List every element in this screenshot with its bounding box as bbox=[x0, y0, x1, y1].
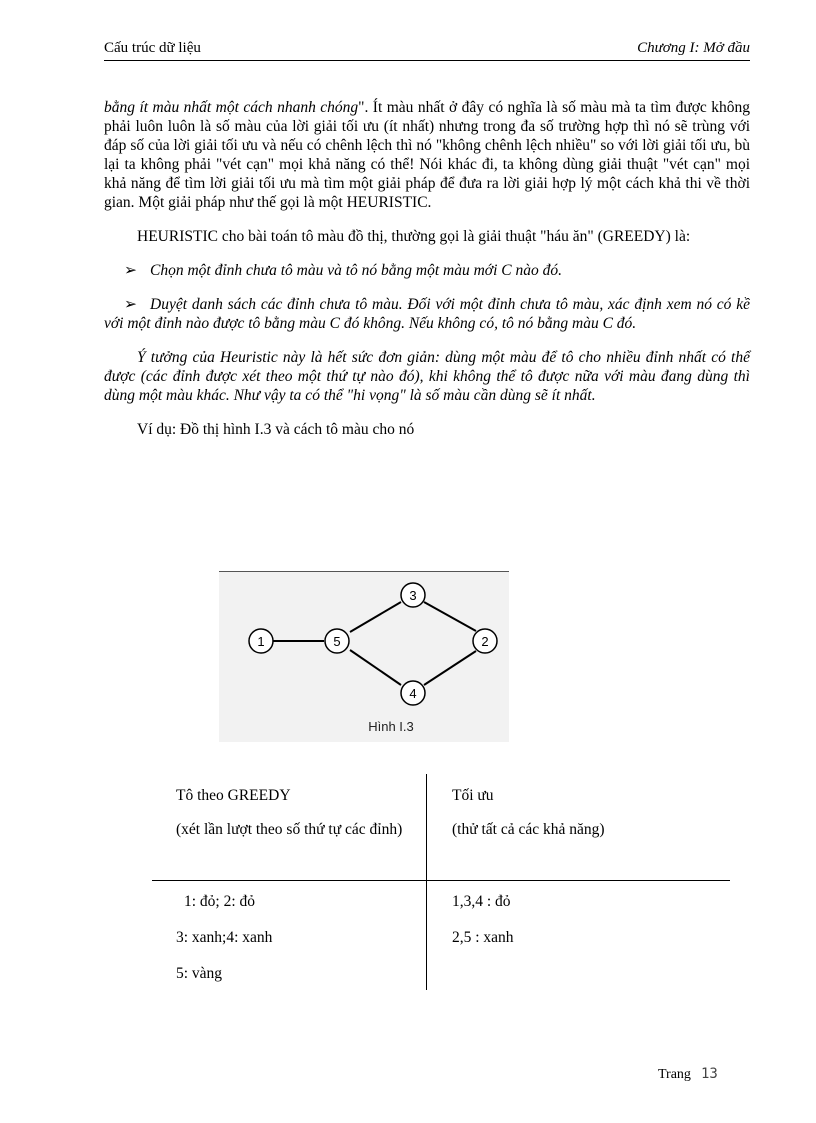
header-chapter: Chương I: Mở đầu bbox=[637, 40, 750, 56]
paragraph-example: Ví dụ: Đồ thị hình I.3 và cách tô màu cho nó bbox=[137, 421, 415, 438]
node-label-4: 4 bbox=[409, 686, 417, 701]
paragraph-heuristic: HEURISTIC cho bài toán tô màu đồ thị, thường gọi là giải thuật "háu ăn" (GREEDY) là: bbox=[137, 228, 691, 245]
node-label-5: 5 bbox=[333, 634, 341, 649]
table-divider-horizontal bbox=[152, 880, 730, 881]
arrow-bullet-icon: ➢ bbox=[124, 262, 137, 279]
paragraph-intro bbox=[104, 98, 750, 212]
page-number: 13 bbox=[700, 1066, 718, 1082]
edge-5-4 bbox=[350, 650, 401, 685]
bullet-item-1 bbox=[104, 261, 750, 280]
table-divider-vertical bbox=[426, 774, 427, 990]
table-row: 1: đỏ; 2: đỏ bbox=[184, 893, 256, 910]
header-title: Cấu trúc dữ liệu bbox=[104, 40, 201, 56]
table-row: 1,3,4 : đỏ bbox=[452, 893, 511, 910]
bullet-item-2 bbox=[104, 295, 750, 333]
optimal-header: Tối ưu bbox=[452, 787, 494, 804]
greedy-subheader: (xét lần lượt theo số thứ tự các đỉnh) bbox=[176, 821, 403, 838]
paragraph-idea: Ý tưởng của Heuristic này là hết sức đơn giản: dùng một màu để tô cho nhiều đỉnh nhất có thể được (các đỉnh được xét theo một thứ tự nào đó), khi không thể tô được nữa với màu đang dùng thì dùng một màu khác. Như vậy ta có thể "hi vọng" là số màu cần dùng sẽ ít nhất. bbox=[104, 349, 750, 404]
node-label-3: 3 bbox=[409, 588, 417, 603]
optimal-subheader: (thử tất cả các khả năng) bbox=[452, 821, 605, 838]
page-footer bbox=[658, 1066, 718, 1083]
graph-diagram bbox=[219, 572, 509, 742]
bullet-2-text: Duyệt danh sách các đỉnh chưa tô màu. Đối với một đỉnh chưa tô màu, xác định xem nó có kề với một đỉnh nào được tô bằng màu C đó không. Nếu không có, tô nó bằng màu C đó. bbox=[104, 296, 750, 332]
coloring-table bbox=[152, 774, 730, 990]
table-row: 2,5 : xanh bbox=[452, 929, 514, 946]
table-row: 5: vàng bbox=[176, 965, 223, 982]
figure-caption: Hình I.3 bbox=[368, 719, 414, 734]
intro-rest: ". Ít màu nhất ở đây có nghĩa là số màu mà ta tìm được không phải luôn luôn là số màu của lời giải tối ưu (ít nhất) nhưng trong đa số trường hợp thì nó sẽ trùng với đáp số của lời giải tối ưu và nếu có chênh lệch thì nó "không chênh lệch nhiều" so với lời giải tối ưu, bù lại ta không phải "vét cạn" mọi khả năng có thể! Nói khác đi, ta không dùng giải thuật "vét cạn" mọi khả năng để tìm lời giải tối ưu mà tìm một giải pháp để đưa ra lời giải hợp lý một cách khả thi về thời gian. Một giải pháp như thế gọi là một HEURISTIC. bbox=[104, 99, 750, 211]
page-header bbox=[104, 38, 750, 61]
node-label-1: 1 bbox=[257, 634, 265, 649]
body-text bbox=[104, 98, 750, 439]
page-label: Trang bbox=[658, 1067, 691, 1082]
intro-italic: bằng ít màu nhất một cách nhanh chóng bbox=[104, 99, 359, 116]
arrow-bullet-icon: ➢ bbox=[124, 296, 137, 313]
graph-figure bbox=[219, 571, 509, 742]
edge-5-3 bbox=[350, 602, 401, 632]
table-row: 3: xanh;4: xanh bbox=[176, 929, 273, 946]
greedy-header: Tô theo GREEDY bbox=[176, 787, 291, 804]
bullet-1-text: Chọn một đỉnh chưa tô màu và tô nó bằng một màu mới C nào đó. bbox=[150, 262, 562, 279]
edge-4-2 bbox=[424, 651, 476, 685]
node-label-2: 2 bbox=[481, 634, 489, 649]
edge-3-2 bbox=[424, 602, 476, 631]
